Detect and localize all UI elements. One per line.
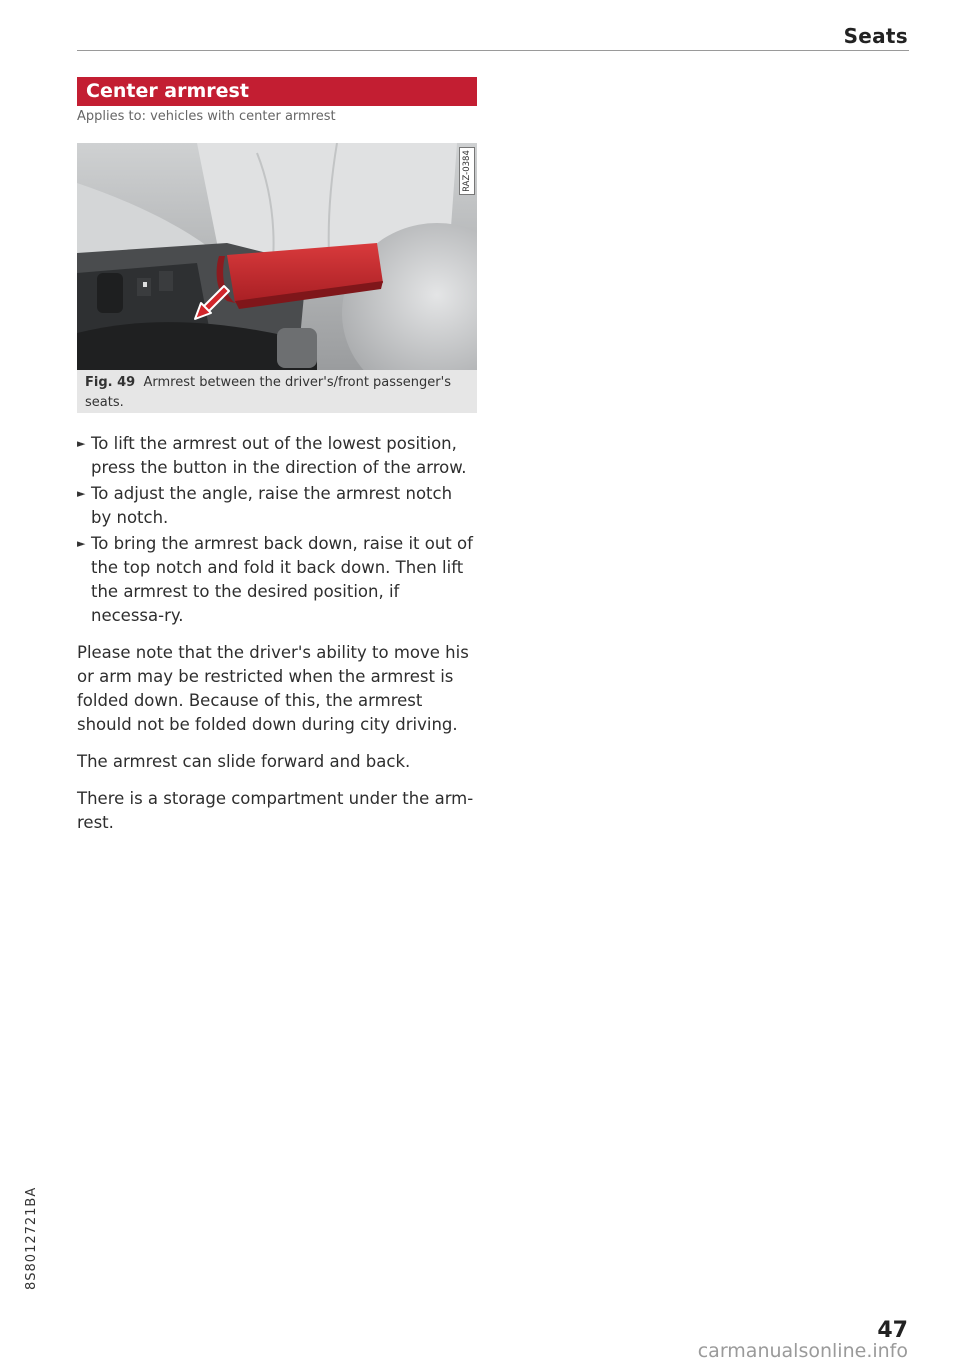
page-number: 47 [877,1318,908,1343]
paragraph: There is a storage compartment under the arm-rest. [77,789,474,832]
paragraph: The armrest can slide forward and back. [77,752,411,771]
page-header-title: Seats [843,24,908,48]
figure-label: Fig. 49 [85,375,136,390]
watermark: carmanualsonline.info [697,1340,908,1362]
document-code: 8S8012721BA [24,1186,39,1290]
applies-to-note: Applies to: vehicles with center armrest [77,109,336,124]
figure-code-label: RAZ-0384 [459,147,475,195]
list-item: ► To bring the armrest back down, raise it out of the top notch and fold it back down. Then lift the armrest to the desired position, if necessa-ry. [77,534,473,625]
figure-caption [85,373,469,413]
figure-caption-text: Armrest between the driver's/front passenger's seats. [85,375,451,410]
list-item: ► To lift the armrest out of the lowest position, press the button in the direction of the arrow. [77,434,467,477]
header-rule [77,50,909,51]
paragraph: Please note that the driver's ability to move his or arm may be restricted when the armrest is folded down. Because of this, the armrest should not be folded down during city driving. [77,643,469,734]
triangle-right-icon: ► [77,487,86,500]
figure-49 [77,143,477,413]
armrest-illustration [77,143,477,370]
section-title: Center armrest [86,80,249,102]
section-title-bar [77,77,477,106]
triangle-right-icon: ► [77,537,86,550]
body-text [77,432,477,835]
list-item: ► To adjust the angle, raise the armrest notch by notch. [77,484,453,527]
triangle-right-icon: ► [77,437,86,450]
